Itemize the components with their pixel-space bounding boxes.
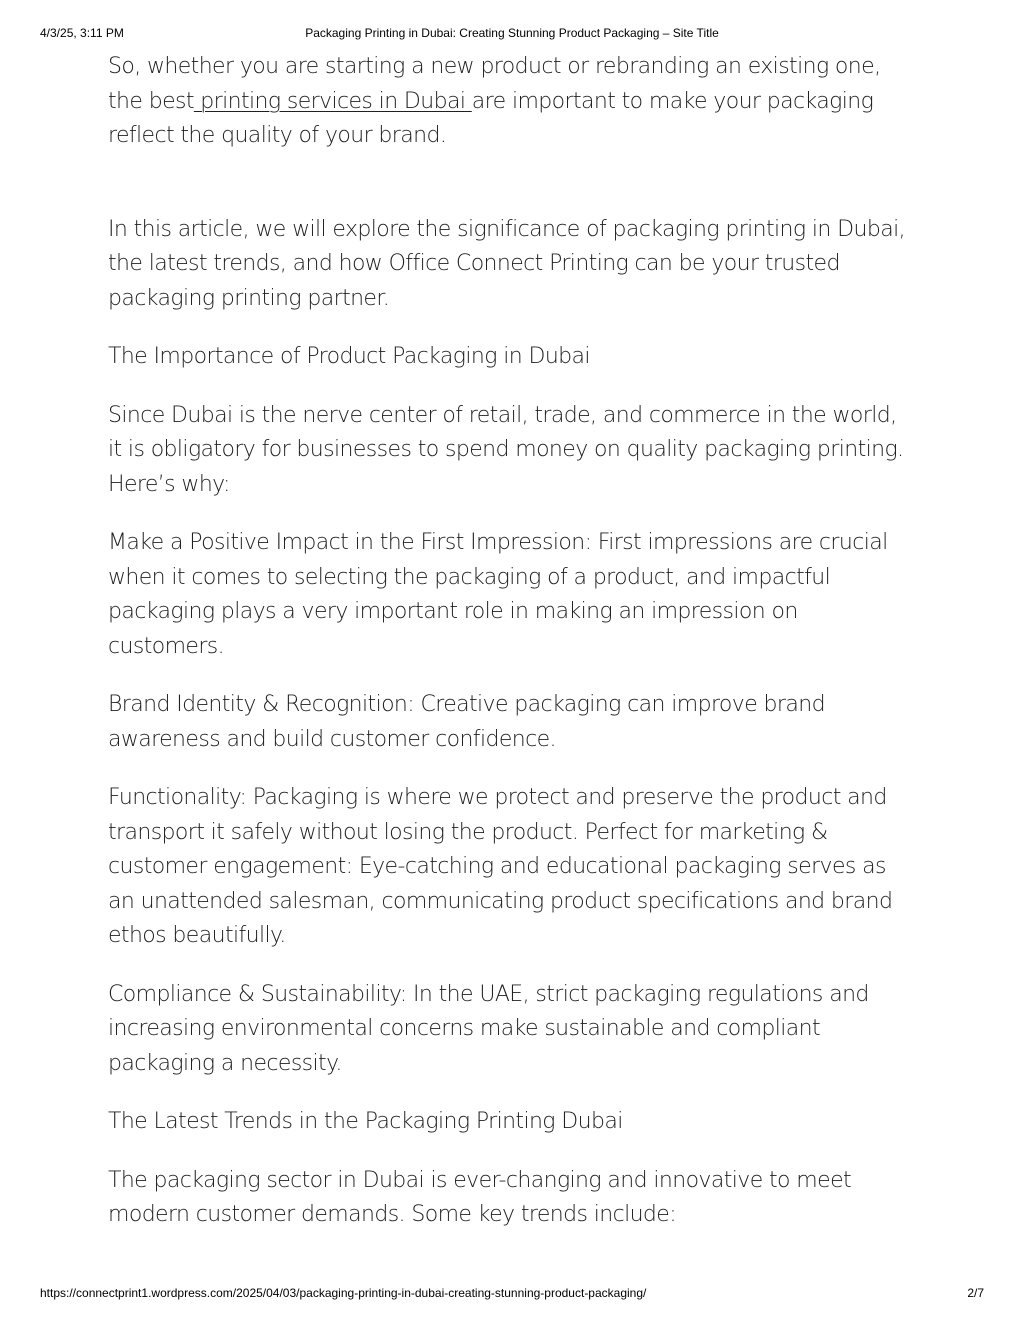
- print-url: https://connectprint1.wordpress.com/2025/04/03/packaging-printing-in-dubai-creating-stunning-product-packaging/: [40, 1286, 647, 1300]
- intro-text-before-link: So, whether you are starting a new product or rebranding an existing one, the best: [108, 54, 881, 114]
- trends-intro-paragraph: The packaging sector in Dubai is ever-changing and innovative to meet modern customer demands. Some key trends include:: [108, 1167, 852, 1227]
- brand-identity-paragraph: Brand Identity & Recognition: Creative packaging can improve brand awareness and build customer confidence.: [108, 692, 825, 752]
- section-heading-importance: The Importance of Product Packaging in Dubai: [108, 344, 590, 369]
- article-overview-paragraph: In this article, we will explore the significance of packaging printing in Dubai, the latest trends, and how Office Connect Printing can be your trusted packaging printing partner.: [108, 216, 905, 311]
- print-datetime: 4/3/25, 3:11 PM: [40, 26, 124, 40]
- intro-paragraph: [108, 50, 908, 154]
- compliance-paragraph: Compliance & Sustainability: In the UAE, strict packaging regulations and increasing environmental concerns make sustainable and compliant packaging a necessity.: [108, 981, 869, 1076]
- article-body: [108, 50, 908, 1257]
- functionality-paragraph: Functionality: Packaging is where we protect and preserve the product and transport it safely without losing the product. Perfect for marketing & customer engagement: Eye-catching and educational packaging serves as an unattended salesman, communicating product specifications and brand ethos beautifully.: [108, 785, 893, 948]
- printing-services-link[interactable]: printing services in Dubai: [193, 88, 472, 114]
- section-heading-trends: The Latest Trends in the Packaging Printing Dubai: [108, 1109, 623, 1134]
- importance-paragraph: Since Dubai is the nerve center of retail, trade, and commerce in the world, it is obligatory for businesses to spend money on quality packaging printing. Here’s why:: [108, 402, 904, 497]
- print-page-number: 2/7: [967, 1286, 984, 1300]
- first-impression-paragraph: Make a Positive Impact in the First Impression: First impressions are crucial when it comes to selecting the packaging of a product, and impactful packaging plays a very important role in making an impression on customers.: [108, 530, 888, 659]
- print-footer: [0, 1286, 1024, 1302]
- print-header: [0, 26, 1024, 42]
- intro-text-after-link: are important to make your packaging reflect the quality of your brand.: [108, 88, 874, 148]
- print-page-title: Packaging Printing in Dubai: Creating Stunning Product Packaging – Site Title: [305, 26, 719, 40]
